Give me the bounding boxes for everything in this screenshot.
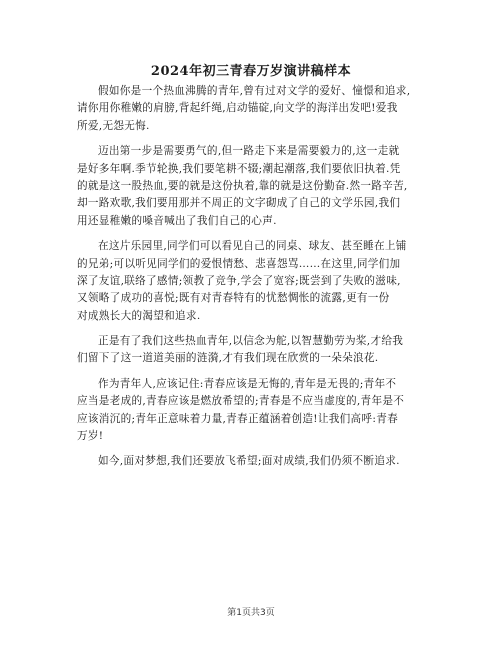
text-line: 假如你是一个热血沸腾的青年,曾有过对文学的爱好、憧憬和追求, xyxy=(98,85,411,97)
text-line: 请你用你稚嫩的肩膀,背起纤绳,启动锚碇,向文学的海洋出发吧!爱我 xyxy=(77,102,398,115)
text-line: 用还显稚嫩的嗓音喊出了我们自己的心声. xyxy=(77,214,277,227)
paragraph-2 xyxy=(77,143,438,230)
paragraph-1 xyxy=(77,83,438,135)
paragraph-6 xyxy=(77,453,438,470)
text-line: 应当是老成的,青春应该是燃放希望的;青春是不应当虚度的,青年是不 xyxy=(77,395,405,408)
text-line: 所爱,无怨无悔. xyxy=(77,119,150,132)
text-line: 对成熟长大的渴望和追求. xyxy=(77,309,201,322)
text-line: 的兄弟;可以听见同学们的爱恨情愁、悲喜怨骂……在这里,同学们加 xyxy=(77,257,401,270)
text-line: 正是有了我们这些热血青年,以信念为舵,以智慧勤劳为桨,才给我 xyxy=(98,335,404,348)
paragraph-4 xyxy=(77,333,438,368)
text-line: 深了友谊,联络了感情;领教了竞争,学会了宽容;既尝到了失败的滋味, xyxy=(77,274,401,287)
text-line: 又领略了成功的喜悦;既有对青春特有的忧愁惆怅的流露,更有一份 xyxy=(77,292,390,305)
text-line: 应该消沉的;青年正意味着力量,青春正蕴涵着创造!让我们高呼:青春 xyxy=(77,412,398,425)
text-line: 却一路欢歌,我们要用那并不周正的文字砌成了自己的文学乐园,我们 xyxy=(77,197,401,210)
page-number: 第1页共3页 xyxy=(227,608,275,618)
text-line: 是好多年啊.季节轮换,我们要笔耕不辍;潮起潮落,我们要依旧执着.凭 xyxy=(77,162,401,175)
paragraph-3 xyxy=(77,238,438,325)
text-line: 作为青年人,应该记住:青春应该是无悔的,青年是无畏的;青年不 xyxy=(98,377,397,390)
text-line: 们留下了这一道道美丽的涟漪,才有我们现在欣赏的一朵朵浪花. xyxy=(77,352,379,365)
paragraph-5 xyxy=(77,376,438,446)
text-line: 如今,面对梦想,我们还要放飞希望;面对成绩,我们仍须不断追求. xyxy=(98,455,400,468)
text-line: 万岁! xyxy=(77,430,104,443)
document-body xyxy=(77,83,438,471)
text-line: 在这片乐园里,同学们可以看见自己的同桌、球友、甚至睡在上铺 xyxy=(98,240,407,253)
text-line: 迈出第一步是需要勇气的,但一路走下来是需要毅力的,这一走就 xyxy=(98,145,400,158)
text-line: 的就是这一股热血,要的就是这份执着,靠的就是这份勤奋.然一路辛苦, xyxy=(77,179,408,192)
document-title: 2024年初三青春万岁演讲稿样本 xyxy=(150,64,352,79)
